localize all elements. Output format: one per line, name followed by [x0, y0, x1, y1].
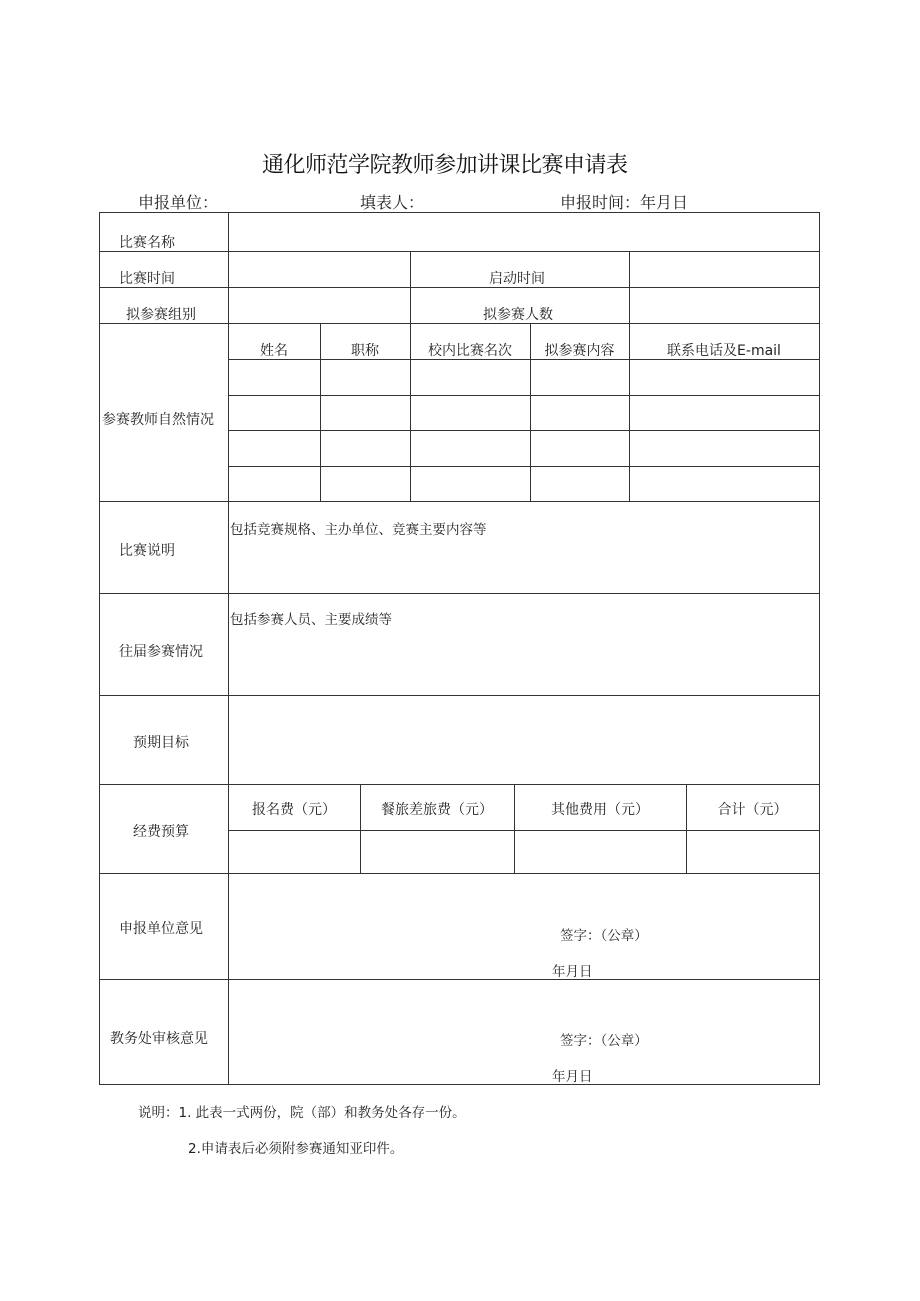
- row-line: [99, 873, 820, 874]
- description-hint: 包括竞赛规格、主办单位、竞赛主要内容等: [230, 522, 487, 538]
- office-date: 年月日: [552, 1069, 593, 1085]
- start-time-label: 启动时间: [489, 271, 545, 287]
- table-border-right: [819, 212, 820, 1085]
- teacher-col-rank: 校内比赛名次: [428, 343, 512, 359]
- competition-name-label: 比赛名称: [119, 235, 175, 251]
- unit-label: 申报单位：: [138, 193, 219, 212]
- teacher-col-content: 拟参赛内容: [544, 343, 615, 359]
- row-line: [99, 323, 820, 324]
- teacher-row-line: [228, 395, 820, 396]
- history-hint: 包括参赛人员、主要成绩等: [230, 612, 392, 628]
- budget-row-line: [228, 830, 820, 831]
- teacher-col-name: 姓名: [260, 343, 288, 359]
- budget-col-registration: 报名费（元）: [252, 802, 336, 818]
- unit-opinion-label: 申报单位意见: [119, 921, 203, 937]
- unit-signature: 签字：（公章）: [560, 928, 648, 944]
- page-title: 通化师范学院教师参加讲课比赛申请表: [262, 153, 628, 178]
- group-label: 拟参赛组别: [126, 307, 196, 323]
- budget-col-other: 其他费用（元）: [551, 802, 649, 818]
- row-line: [99, 695, 820, 696]
- table-border-left: [99, 212, 100, 1085]
- table-border-top: [99, 212, 820, 213]
- description-label: 比赛说明: [119, 543, 175, 559]
- row-line: [99, 287, 820, 288]
- budget-label: 经费预算: [133, 824, 189, 840]
- teacher-row-line: [228, 430, 820, 431]
- office-signature: 签字：（公章）: [560, 1033, 648, 1049]
- teachers-info-label: 参赛教师自然情况: [102, 412, 214, 428]
- budget-col-line: [360, 784, 361, 873]
- participant-count-label: 拟参赛人数: [483, 307, 553, 323]
- note-2: 2.申请表后必须附参赛通知亚印件。: [188, 1141, 404, 1157]
- office-opinion-label: 教务处审核意见: [110, 1031, 208, 1047]
- teacher-col-contact: 联系电话及E-mail: [667, 343, 781, 359]
- filler-label: 填表人：: [360, 193, 425, 212]
- target-label: 预期目标: [133, 735, 189, 751]
- teacher-col-title: 职称: [351, 343, 379, 359]
- date-label: 申报时间：年月日: [560, 193, 689, 212]
- competition-time-label: 比赛时间: [119, 271, 175, 287]
- row-line: [99, 501, 820, 502]
- budget-col-line: [686, 784, 687, 873]
- row-line: [99, 251, 820, 252]
- history-label: 往届参赛情况: [119, 644, 203, 660]
- cell-line: [629, 251, 630, 323]
- budget-col-line: [514, 784, 515, 873]
- budget-col-travel: 餐旅差旅费（元）: [381, 802, 493, 818]
- unit-date: 年月日: [552, 964, 593, 980]
- row-line: [99, 593, 820, 594]
- cell-line: [410, 251, 411, 323]
- note-1: 说明：1. 此表一式两份，院（部）和教务处各存一份。: [138, 1105, 466, 1121]
- table-border-bottom: [99, 1084, 820, 1085]
- row-line: [99, 784, 820, 785]
- row-line: [99, 979, 820, 980]
- budget-col-total: 合计（元）: [717, 802, 788, 818]
- teacher-row-line: [228, 466, 820, 467]
